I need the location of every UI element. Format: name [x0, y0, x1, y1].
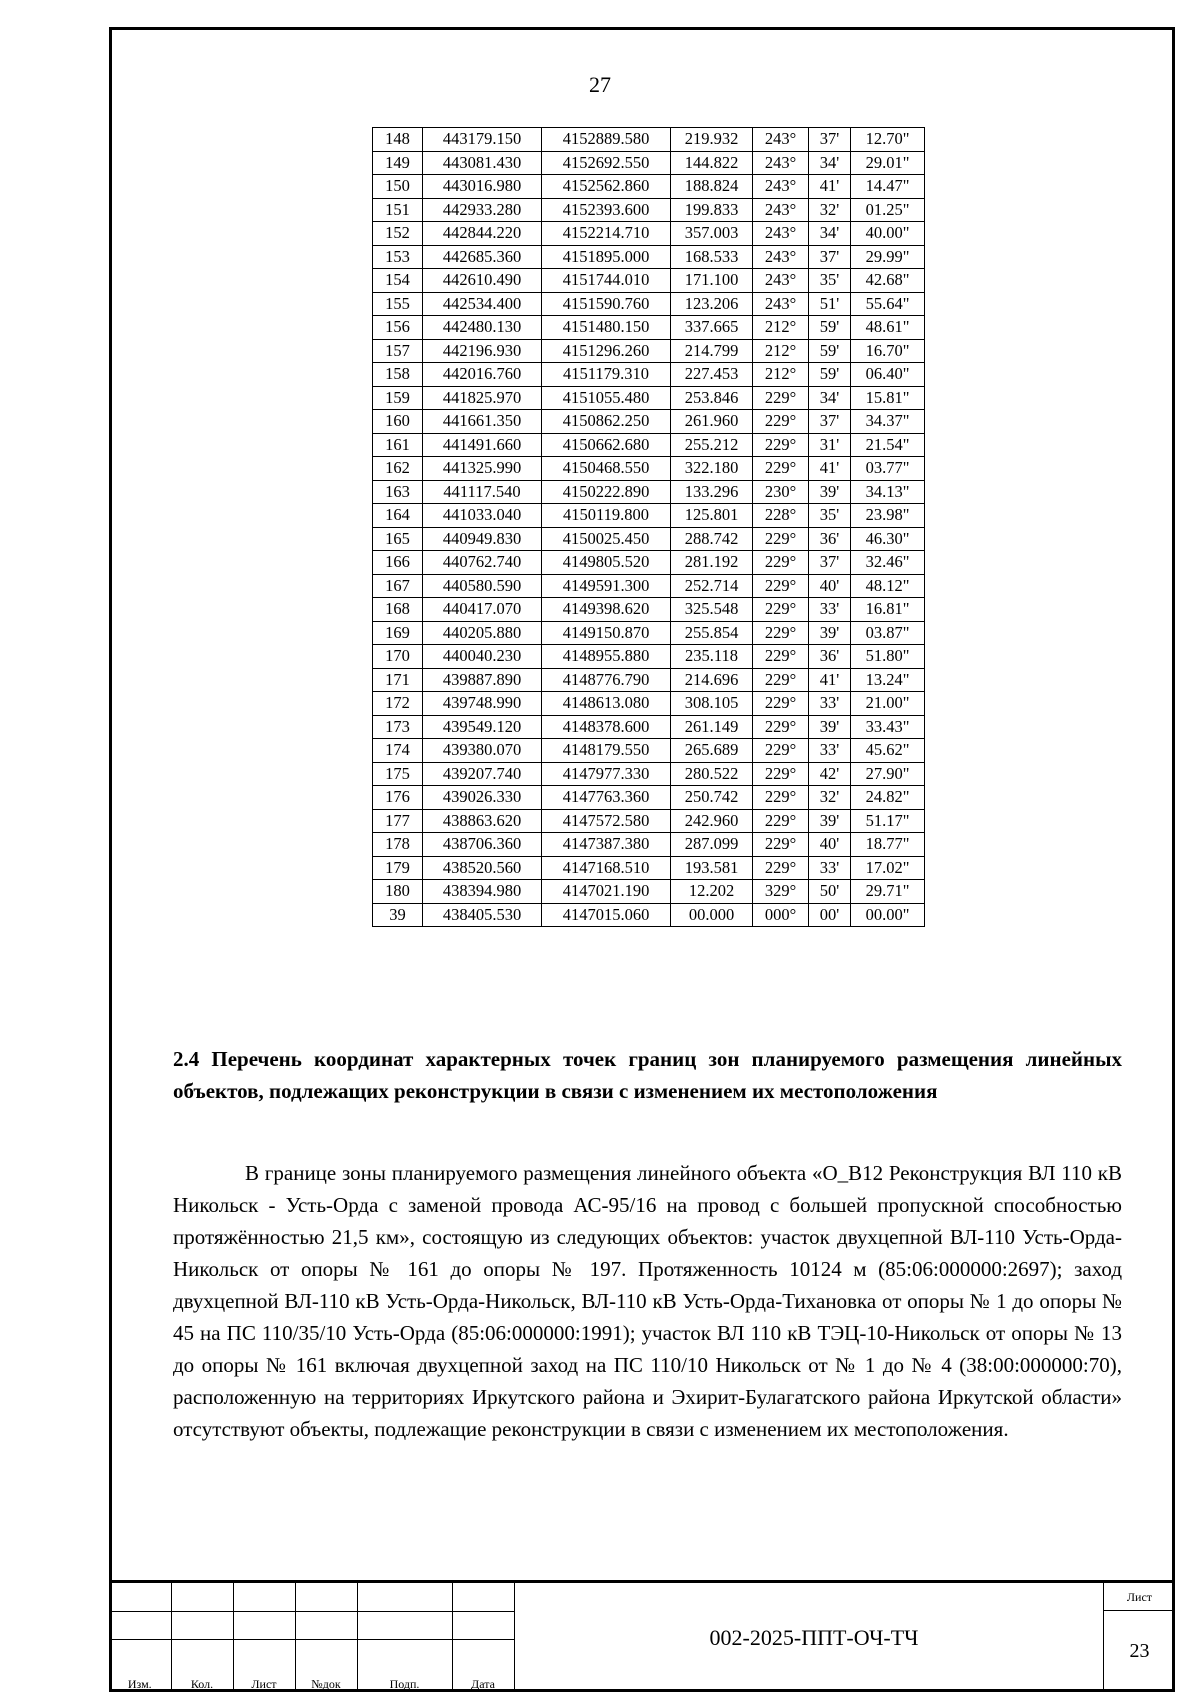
- table-cell: 229°: [753, 410, 809, 434]
- table-row: [373, 198, 925, 222]
- table-cell: 243°: [753, 292, 809, 316]
- table-cell: 000°: [753, 903, 809, 927]
- table-cell: 48.12": [851, 574, 925, 598]
- table-cell: 01.25": [851, 198, 925, 222]
- table-cell: 164: [373, 504, 423, 528]
- table-cell: 4151480.150: [542, 316, 671, 340]
- table-cell: 40.00": [851, 222, 925, 246]
- sheet-box: [1103, 1583, 1175, 1692]
- table-cell: 214.799: [671, 339, 753, 363]
- table-cell: 439549.120: [423, 715, 542, 739]
- sheet-label: Лист: [1104, 1583, 1175, 1611]
- table-cell: 29.71": [851, 880, 925, 904]
- table-cell: 33.43": [851, 715, 925, 739]
- table-cell: 32': [809, 198, 851, 222]
- table-cell: 441491.660: [423, 433, 542, 457]
- table-cell: 439207.740: [423, 762, 542, 786]
- table-row: [373, 621, 925, 645]
- table-row: [373, 433, 925, 457]
- table-cell: 27.90": [851, 762, 925, 786]
- table-cell: 34.13": [851, 480, 925, 504]
- table-cell: 308.105: [671, 692, 753, 716]
- title-block: [109, 1580, 1175, 1692]
- table-cell: 443081.430: [423, 151, 542, 175]
- table-cell: 45.62": [851, 739, 925, 763]
- table-cell: 15.81": [851, 386, 925, 410]
- table-cell: 55.64": [851, 292, 925, 316]
- body-paragraph: В границе зоны планируемого размещения линейного объекта «О_В12 Реконструкция ВЛ 110 кВ Никольск - Усть-Орда с заменой провода АС-95/16 на провод с большей пропускной способностью протяжённостью 21,5 км», состоящую из следующих объектов: участок двухцепной ВЛ-110 Усть-Орда-Никольск от опоры № 161 до опоры № 197. Протяженность 10124 м (85:06:000000:2697); заход двухцепной ВЛ-110 кВ Усть-Орда-Никольск, ВЛ-110 кВ Усть-Орда-Тихановка от опоры № 1 до опоры № 45 на ПС 110/35/10 Усть-Орда (85:06:000000:1991); участок ВЛ 110 кВ ТЭЦ-10-Никольск от опоры № 13 до опоры № 161 включая двухцепной заход на ПС 110/10 Никольск от № 1 до № 4 (38:00:000000:70), расположенную на территориях Иркутского района и Эхирит-Булагатского района Иркутской области» отсутствуют объекты, подлежащие реконструкции в связи с изменением их местоположения.: [173, 1161, 1122, 1441]
- table-cell: 173: [373, 715, 423, 739]
- table-cell: 229°: [753, 668, 809, 692]
- table-cell: 125.801: [671, 504, 753, 528]
- table-cell: 39': [809, 715, 851, 739]
- table-cell: 228°: [753, 504, 809, 528]
- table-cell: 440417.070: [423, 598, 542, 622]
- table-cell: 255.854: [671, 621, 753, 645]
- table-cell: 51.80": [851, 645, 925, 669]
- table-cell: 442933.280: [423, 198, 542, 222]
- table-cell: 443179.150: [423, 128, 542, 152]
- table-cell: 4152562.860: [542, 175, 671, 199]
- table-row: [373, 809, 925, 833]
- table-cell: 172: [373, 692, 423, 716]
- table-cell: 442196.930: [423, 339, 542, 363]
- table-cell: 214.696: [671, 668, 753, 692]
- table-cell: 229°: [753, 786, 809, 810]
- table-cell: 34': [809, 151, 851, 175]
- table-cell: 4151055.480: [542, 386, 671, 410]
- table-cell: 4147021.190: [542, 880, 671, 904]
- table-cell: 59': [809, 363, 851, 387]
- table-cell: 180: [373, 880, 423, 904]
- table-row: [373, 833, 925, 857]
- table-cell: 4148955.880: [542, 645, 671, 669]
- table-cell: 4151296.260: [542, 339, 671, 363]
- table-cell: 442610.490: [423, 269, 542, 293]
- table-row: [373, 245, 925, 269]
- table-cell: 00.00": [851, 903, 925, 927]
- table-cell: 179: [373, 856, 423, 880]
- table-cell: 48.61": [851, 316, 925, 340]
- table-row: [373, 292, 925, 316]
- table-cell: 219.932: [671, 128, 753, 152]
- table-row: [373, 175, 925, 199]
- table-cell: 159: [373, 386, 423, 410]
- table-cell: 59': [809, 339, 851, 363]
- table-cell: 229°: [753, 833, 809, 857]
- table-cell: 229°: [753, 621, 809, 645]
- table-row: [373, 410, 925, 434]
- table-cell: 37': [809, 551, 851, 575]
- table-cell: 243°: [753, 222, 809, 246]
- table-row: [373, 715, 925, 739]
- table-cell: 229°: [753, 527, 809, 551]
- table-cell: 4151590.760: [542, 292, 671, 316]
- table-row: [373, 527, 925, 551]
- table-cell: 439380.070: [423, 739, 542, 763]
- table-cell: 29.99": [851, 245, 925, 269]
- table-row: [373, 222, 925, 246]
- table-cell: 36': [809, 527, 851, 551]
- table-cell: 235.118: [671, 645, 753, 669]
- table-cell: 4149591.300: [542, 574, 671, 598]
- section-heading: 2.4 Перечень координат характерных точек границ зон планируемого размещения линейных объектов, подлежащих реконструкции в связи с изменением их местоположения: [173, 1047, 1122, 1103]
- table-cell: 4148179.550: [542, 739, 671, 763]
- table-cell: 243°: [753, 269, 809, 293]
- table-cell: 440949.830: [423, 527, 542, 551]
- stamp-label: Подп.: [357, 1639, 452, 1692]
- table-cell: 33': [809, 856, 851, 880]
- table-row: [373, 269, 925, 293]
- table-cell: 438394.980: [423, 880, 542, 904]
- table-cell: 21.54": [851, 433, 925, 457]
- table-cell: 229°: [753, 692, 809, 716]
- table-row: [373, 574, 925, 598]
- table-cell: 4152692.550: [542, 151, 671, 175]
- table-cell: 4148613.080: [542, 692, 671, 716]
- revision-grid: [109, 1583, 515, 1692]
- table-row: [373, 692, 925, 716]
- table-cell: 325.548: [671, 598, 753, 622]
- table-row: [373, 903, 925, 927]
- table-cell: 12.70": [851, 128, 925, 152]
- table-row: [373, 598, 925, 622]
- table-cell: 438405.530: [423, 903, 542, 927]
- table-cell: 243°: [753, 198, 809, 222]
- table-cell: 442844.220: [423, 222, 542, 246]
- table-cell: 230°: [753, 480, 809, 504]
- table-cell: 4149398.620: [542, 598, 671, 622]
- table-cell: 4152214.710: [542, 222, 671, 246]
- table-cell: 441825.970: [423, 386, 542, 410]
- table-row: [373, 316, 925, 340]
- table-cell: 4147763.360: [542, 786, 671, 810]
- table-cell: 243°: [753, 245, 809, 269]
- table-cell: 34': [809, 222, 851, 246]
- table-cell: 287.099: [671, 833, 753, 857]
- table-cell: 168: [373, 598, 423, 622]
- table-row: [373, 856, 925, 880]
- sheet-number: 23: [1129, 1640, 1150, 1662]
- table-cell: 212°: [753, 339, 809, 363]
- table-cell: 31': [809, 433, 851, 457]
- table-cell: 212°: [753, 316, 809, 340]
- table-cell: 441117.540: [423, 480, 542, 504]
- table-cell: 158: [373, 363, 423, 387]
- table-cell: 178: [373, 833, 423, 857]
- table-cell: 243°: [753, 128, 809, 152]
- table-cell: 148: [373, 128, 423, 152]
- table-cell: 165: [373, 527, 423, 551]
- table-cell: 171.100: [671, 269, 753, 293]
- table-row: [373, 386, 925, 410]
- table-cell: 337.665: [671, 316, 753, 340]
- table-cell: 154: [373, 269, 423, 293]
- table-cell: 123.206: [671, 292, 753, 316]
- table-cell: 16.70": [851, 339, 925, 363]
- table-cell: 177: [373, 809, 423, 833]
- table-cell: 03.77": [851, 457, 925, 481]
- table-cell: 438706.360: [423, 833, 542, 857]
- table-cell: 176: [373, 786, 423, 810]
- table-cell: 34': [809, 386, 851, 410]
- table-cell: 152: [373, 222, 423, 246]
- table-cell: 14.47": [851, 175, 925, 199]
- table-cell: 18.77": [851, 833, 925, 857]
- stamp-label: Лист: [233, 1639, 295, 1692]
- table-cell: 440580.590: [423, 574, 542, 598]
- table-cell: 162: [373, 457, 423, 481]
- table-cell: 4149150.870: [542, 621, 671, 645]
- table-cell: 438520.560: [423, 856, 542, 880]
- table-cell: 35': [809, 269, 851, 293]
- table-cell: 243°: [753, 175, 809, 199]
- table-cell: 229°: [753, 645, 809, 669]
- table-cell: 4147572.580: [542, 809, 671, 833]
- table-cell: 261.960: [671, 410, 753, 434]
- table-cell: 438863.620: [423, 809, 542, 833]
- table-cell: 33': [809, 692, 851, 716]
- table-cell: 443016.980: [423, 175, 542, 199]
- table-cell: 229°: [753, 762, 809, 786]
- table-cell: 17.02": [851, 856, 925, 880]
- table-cell: 59': [809, 316, 851, 340]
- table-row: [373, 480, 925, 504]
- table-cell: 149: [373, 151, 423, 175]
- table-cell: 39': [809, 480, 851, 504]
- table-cell: 322.180: [671, 457, 753, 481]
- table-cell: 229°: [753, 715, 809, 739]
- table-cell: 33': [809, 598, 851, 622]
- table-cell: 4152393.600: [542, 198, 671, 222]
- table-cell: 4147387.380: [542, 833, 671, 857]
- table-cell: 153: [373, 245, 423, 269]
- table-cell: 440040.230: [423, 645, 542, 669]
- table-cell: 4147977.330: [542, 762, 671, 786]
- table-cell: 4150222.890: [542, 480, 671, 504]
- table-cell: 32': [809, 786, 851, 810]
- table-cell: 281.192: [671, 551, 753, 575]
- table-cell: 39': [809, 621, 851, 645]
- table-cell: 40': [809, 833, 851, 857]
- stamp-label: Изм.: [109, 1639, 171, 1692]
- table-cell: 229°: [753, 739, 809, 763]
- table-cell: 440205.880: [423, 621, 542, 645]
- table-row: [373, 339, 925, 363]
- table-cell: 288.742: [671, 527, 753, 551]
- table-cell: 442016.760: [423, 363, 542, 387]
- table-row: [373, 880, 925, 904]
- table-cell: 440762.740: [423, 551, 542, 575]
- table-cell: 156: [373, 316, 423, 340]
- table-cell: 29.01": [851, 151, 925, 175]
- table-cell: 171: [373, 668, 423, 692]
- table-cell: 16.81": [851, 598, 925, 622]
- table-cell: 250.742: [671, 786, 753, 810]
- table-cell: 37': [809, 410, 851, 434]
- table-cell: 255.212: [671, 433, 753, 457]
- table-cell: 442534.400: [423, 292, 542, 316]
- table-cell: 169: [373, 621, 423, 645]
- table-cell: 42': [809, 762, 851, 786]
- table-cell: 441033.040: [423, 504, 542, 528]
- table-cell: 4150862.250: [542, 410, 671, 434]
- table-cell: 41': [809, 668, 851, 692]
- table-cell: 261.149: [671, 715, 753, 739]
- table-cell: 39': [809, 809, 851, 833]
- table-cell: 252.714: [671, 574, 753, 598]
- table-cell: 00': [809, 903, 851, 927]
- table-cell: 4147168.510: [542, 856, 671, 880]
- table-cell: 37': [809, 128, 851, 152]
- table-cell: 229°: [753, 386, 809, 410]
- table-cell: 34.37": [851, 410, 925, 434]
- table-cell: 21.00": [851, 692, 925, 716]
- table-cell: 40': [809, 574, 851, 598]
- table-cell: 157: [373, 339, 423, 363]
- table-cell: 24.82": [851, 786, 925, 810]
- table-cell: 06.40": [851, 363, 925, 387]
- table-cell: 265.689: [671, 739, 753, 763]
- table-cell: 4152889.580: [542, 128, 671, 152]
- table-cell: 161: [373, 433, 423, 457]
- table-cell: 280.522: [671, 762, 753, 786]
- table-cell: 243°: [753, 151, 809, 175]
- table-cell: 441325.990: [423, 457, 542, 481]
- table-row: [373, 762, 925, 786]
- table-cell: 4147015.060: [542, 903, 671, 927]
- table-row: [373, 504, 925, 528]
- table-cell: 00.000: [671, 903, 753, 927]
- table-cell: 33': [809, 739, 851, 763]
- table-cell: 170: [373, 645, 423, 669]
- table-cell: 229°: [753, 856, 809, 880]
- table-cell: 188.824: [671, 175, 753, 199]
- table-row: [373, 128, 925, 152]
- table-cell: 36': [809, 645, 851, 669]
- table-cell: 50': [809, 880, 851, 904]
- table-cell: 229°: [753, 809, 809, 833]
- document-code: 002-2025-ППТ-ОЧ-ТЧ: [709, 1624, 919, 1650]
- table-cell: 175: [373, 762, 423, 786]
- table-cell: 227.453: [671, 363, 753, 387]
- table-cell: 163: [373, 480, 423, 504]
- table-cell: 167: [373, 574, 423, 598]
- table-cell: 242.960: [671, 809, 753, 833]
- table-cell: 212°: [753, 363, 809, 387]
- table-cell: 4150662.680: [542, 433, 671, 457]
- table-cell: 229°: [753, 457, 809, 481]
- table-cell: 39: [373, 903, 423, 927]
- table-cell: 32.46": [851, 551, 925, 575]
- table-row: [373, 151, 925, 175]
- table-cell: 4150025.450: [542, 527, 671, 551]
- table-cell: 229°: [753, 433, 809, 457]
- table-cell: 439748.990: [423, 692, 542, 716]
- table-cell: 166: [373, 551, 423, 575]
- table-cell: 35': [809, 504, 851, 528]
- table-cell: 4151895.000: [542, 245, 671, 269]
- table-row: [373, 363, 925, 387]
- table-cell: 4151179.310: [542, 363, 671, 387]
- table-cell: 144.822: [671, 151, 753, 175]
- table-cell: 357.003: [671, 222, 753, 246]
- table-cell: 4150468.550: [542, 457, 671, 481]
- table-cell: 41': [809, 457, 851, 481]
- table-cell: 23.98": [851, 504, 925, 528]
- table-cell: 442480.130: [423, 316, 542, 340]
- table-cell: 193.581: [671, 856, 753, 880]
- table-row: [373, 551, 925, 575]
- table-cell: 229°: [753, 598, 809, 622]
- table-cell: 51.17": [851, 809, 925, 833]
- table-cell: 442685.360: [423, 245, 542, 269]
- table-cell: 199.833: [671, 198, 753, 222]
- table-cell: 229°: [753, 574, 809, 598]
- table-cell: 151: [373, 198, 423, 222]
- table-cell: 46.30": [851, 527, 925, 551]
- stamp-label: Дата: [452, 1639, 514, 1692]
- table-cell: 439887.890: [423, 668, 542, 692]
- table-cell: 174: [373, 739, 423, 763]
- table-cell: 4148776.790: [542, 668, 671, 692]
- table-cell: 150: [373, 175, 423, 199]
- table-cell: 441661.350: [423, 410, 542, 434]
- table-cell: 37': [809, 245, 851, 269]
- table-cell: 51': [809, 292, 851, 316]
- table-cell: 329°: [753, 880, 809, 904]
- table-row: [373, 457, 925, 481]
- table-cell: 4149805.520: [542, 551, 671, 575]
- table-cell: 439026.330: [423, 786, 542, 810]
- table-row: [373, 668, 925, 692]
- table-cell: 42.68": [851, 269, 925, 293]
- table-cell: 155: [373, 292, 423, 316]
- table-cell: 4148378.600: [542, 715, 671, 739]
- table-cell: 160: [373, 410, 423, 434]
- table-row: [373, 739, 925, 763]
- table-cell: 253.846: [671, 386, 753, 410]
- table-cell: 168.533: [671, 245, 753, 269]
- page-number: 27: [589, 72, 611, 97]
- table-cell: 13.24": [851, 668, 925, 692]
- table-cell: 03.87": [851, 621, 925, 645]
- coordinates-table: [372, 127, 925, 927]
- table-cell: 229°: [753, 551, 809, 575]
- stamp-label: №док: [295, 1639, 357, 1692]
- table-row: [373, 645, 925, 669]
- table-cell: 4150119.800: [542, 504, 671, 528]
- table-cell: 4151744.010: [542, 269, 671, 293]
- table-cell: 41': [809, 175, 851, 199]
- table-cell: 133.296: [671, 480, 753, 504]
- stamp-label: Кол.: [171, 1639, 233, 1692]
- table-row: [373, 786, 925, 810]
- table-cell: 12.202: [671, 880, 753, 904]
